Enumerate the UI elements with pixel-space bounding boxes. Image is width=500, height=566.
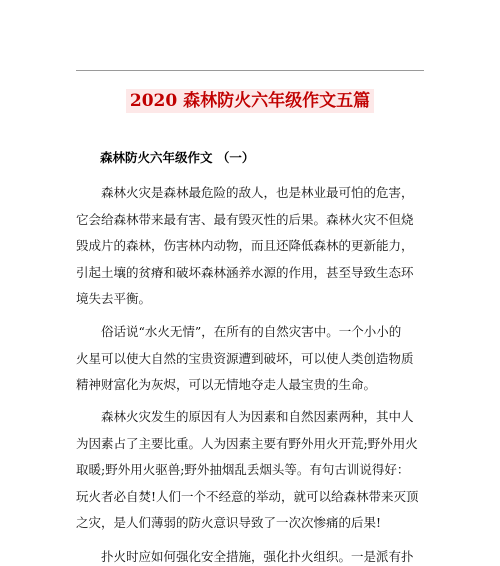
paragraph-line: 取暖;野外用火驱兽;野外抽烟乱丢烟头等。有句古训说得好：: [76, 462, 410, 477]
paragraph-line: 扑火时应如何强化安全措施，强化扑火组织。一是派有扑: [101, 549, 414, 564]
paragraph-line: 精神财富化为灰烬，可以无情地夺走人最宝贵的生命。: [76, 377, 377, 392]
paragraph-line: 俗话说“水火无情”，在所有的自然灾害中。一个小小的: [101, 324, 402, 339]
paragraph-line: 火星可以使大自然的宝贵资源遭到破坏，可以使人类创造物质: [76, 350, 414, 366]
section-heading: 森林防火六年级作文 （一）: [100, 150, 255, 165]
paragraph-line: 它会给森林带来最有害、最有毁灭性的后果。森林火灾不但烧: [76, 211, 414, 227]
paragraph-line: 境失去平衡。: [76, 291, 152, 306]
paragraph-3: [76, 404, 426, 537]
paragraph-line: 毁成片的森林，伤害林内动物，而且还降低森林的更新能力，: [76, 238, 414, 253]
paragraph-line: 森林火灾发生的原因有人为因素和自然因素两种，其中人: [101, 409, 414, 424]
paragraph-2: [76, 319, 426, 399]
paragraph-line: 森林火灾是森林最危险的敌人，也是林业最可怕的危害，: [101, 185, 414, 200]
paragraph-line: 之灾，是人们薄弱的防火意识导致了一次次惨痛的后果!: [76, 515, 382, 530]
paragraph-line: 玩火者必自焚!人们一个不经意的举动，就可以给森林带来灭顶: [76, 488, 419, 504]
paragraph-line: 引起土壤的贫瘠和破坏森林涵养水源的作用，甚至导致生态环: [76, 264, 414, 280]
paragraph-line: 为因素占了主要比重。人为因素主要有野外用火开荒;野外用火: [76, 435, 418, 451]
paragraph-4: [76, 544, 426, 566]
header-divider: [76, 70, 424, 71]
document-title: [0, 88, 500, 114]
paragraph-1: [76, 180, 426, 313]
document-title-text: 2020 森林防火六年级作文五篇: [126, 89, 374, 113]
